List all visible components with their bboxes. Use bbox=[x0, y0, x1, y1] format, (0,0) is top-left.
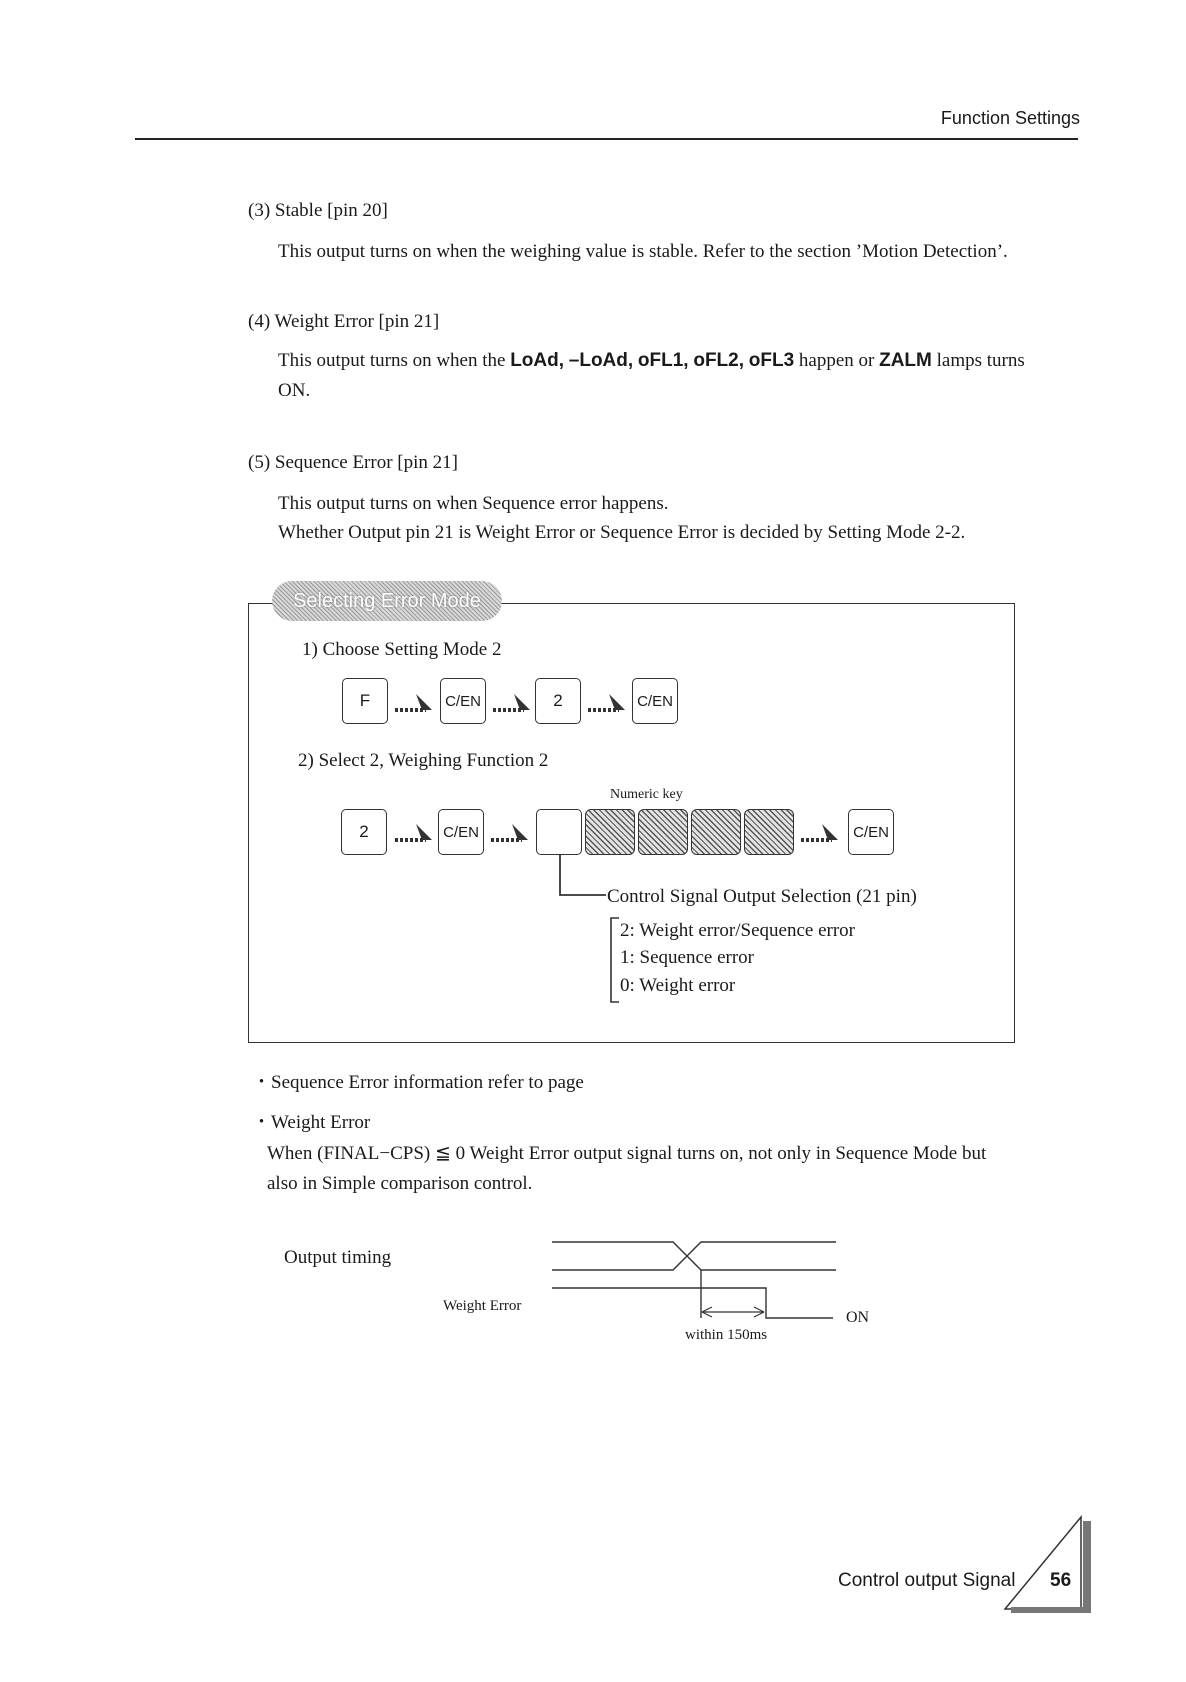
key-cen: C/EN bbox=[438, 809, 484, 855]
lamp-ofl3: oFL3 bbox=[748, 350, 795, 371]
option-1: 1: Sequence error bbox=[620, 947, 754, 968]
timing-on-label: ON bbox=[846, 1309, 870, 1326]
arrow-icon bbox=[488, 818, 532, 846]
selection-digit-key bbox=[536, 809, 582, 855]
key-2: 2 bbox=[341, 809, 387, 855]
options-bracket bbox=[607, 916, 621, 1006]
arrow-icon bbox=[490, 688, 534, 716]
note-weight-error-line1: When (FINAL−CPS) ≦ 0 Weight Error output signal turns on, not only in Sequence Mode but bbox=[267, 1143, 987, 1164]
arrow-icon bbox=[585, 688, 629, 716]
weight-error-mid: happen or bbox=[794, 350, 880, 371]
key-f: F bbox=[342, 678, 388, 724]
weight-error-post: lamps turns bbox=[931, 350, 1025, 371]
option-2: 2: Weight error/Sequence error bbox=[620, 920, 855, 941]
stable-body: This output turns on when the weighing value is stable. Refer to the section ’Motion Detection’. bbox=[278, 241, 1008, 262]
header-rule bbox=[135, 138, 1078, 140]
selection-connector bbox=[550, 855, 610, 905]
key-cen: C/EN bbox=[440, 678, 486, 724]
key-cen: C/EN bbox=[848, 809, 894, 855]
key-2: 2 bbox=[535, 678, 581, 724]
sequence-error-heading: (5) Sequence Error [pin 21] bbox=[248, 452, 458, 473]
arrow-icon bbox=[392, 818, 436, 846]
note-weight-error: ・Weight Error bbox=[252, 1112, 371, 1133]
sequence-error-line1: This output turns on when Sequence error happens. bbox=[278, 493, 669, 514]
numeric-key-slot bbox=[638, 809, 688, 855]
weight-error-heading: (4) Weight Error [pin 21] bbox=[248, 311, 440, 332]
page-corner-triangle bbox=[1003, 1515, 1093, 1615]
step1-label: 1) Choose Setting Mode 2 bbox=[302, 639, 502, 660]
stable-heading: (3) Stable [pin 20] bbox=[248, 200, 388, 221]
weight-error-pre: This output turns on when the bbox=[278, 350, 511, 371]
timing-signal-label: Weight Error bbox=[443, 1298, 522, 1314]
numeric-key-slot bbox=[744, 809, 794, 855]
lamp-zalm: ZALM bbox=[879, 350, 932, 371]
arrow-icon bbox=[798, 818, 842, 846]
timing-delay-label: within 150ms bbox=[685, 1327, 768, 1343]
arrow-icon bbox=[392, 688, 436, 716]
lamp-ofl1: oFL1, bbox=[637, 350, 689, 371]
numeric-key-slot bbox=[691, 809, 741, 855]
numeric-key-slot bbox=[585, 809, 635, 855]
note-sequence-error: ・Sequence Error information refer to page bbox=[252, 1072, 584, 1093]
timing-title: Output timing bbox=[284, 1247, 392, 1268]
weight-error-body-line2: ON. bbox=[278, 380, 311, 401]
section-header: Function Settings bbox=[940, 108, 1080, 128]
error-mode-box-title: Selecting Error Mode bbox=[272, 581, 502, 621]
step2-label: 2) Select 2, Weighing Function 2 bbox=[298, 750, 549, 771]
page-number: 56 bbox=[1050, 1570, 1072, 1591]
option-0: 0: Weight error bbox=[620, 975, 736, 996]
key-cen: C/EN bbox=[632, 678, 678, 724]
footer-label: Control output Signal bbox=[838, 1570, 1016, 1591]
numeric-key-label: Numeric key bbox=[610, 787, 683, 802]
note-weight-error-line2: also in Simple comparison control. bbox=[267, 1173, 533, 1194]
lamp-ofl2: oFL2, bbox=[693, 350, 745, 371]
weight-error-body bbox=[278, 347, 1025, 375]
lamp-load: LoAd, bbox=[510, 350, 565, 371]
lamp-neg-load: –LoAd, bbox=[568, 350, 634, 371]
sequence-error-line2: Whether Output pin 21 is Weight Error or Sequence Error is decided by Setting Mode 2-2. bbox=[278, 522, 966, 543]
selection-label: Control Signal Output Selection (21 pin) bbox=[607, 886, 917, 907]
